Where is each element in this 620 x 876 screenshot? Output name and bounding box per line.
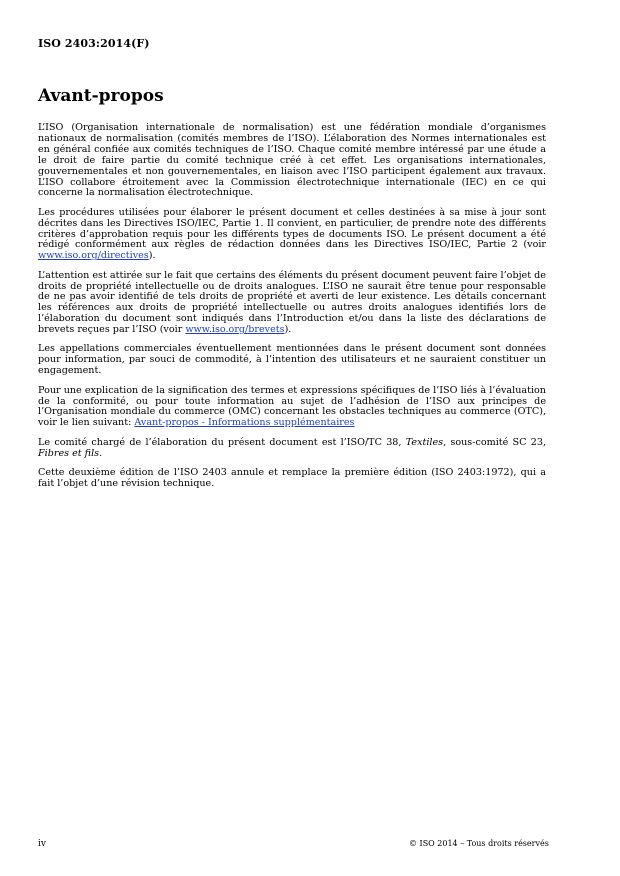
document-id-header: ISO 2403:2014(F) [38, 37, 150, 50]
page-title: Avant-propos [38, 86, 164, 106]
patents-link[interactable]: www.iso.org/brevets [185, 324, 285, 336]
paragraph-end: ). [148, 250, 156, 262]
paragraph-trade-names: Les appellations commerciales éventuellement mentionnées dans le présent document sont données pour information, par souci de commodité, à l’intention des utilisateurs et ne sauraient constituer un engagement. [38, 343, 546, 377]
paragraph-conformity [38, 386, 546, 430]
paragraph-end: . [99, 447, 103, 459]
foreword-body [38, 123, 546, 498]
committee-name: Textiles [405, 436, 444, 448]
copyright-notice: © ISO 2014 – Tous droits réservés [409, 839, 549, 848]
paragraph-iso-intro: L’ISO (Organisation internationale de normalisation) est une fédération mondiale d’organismes nationaux de normalisation (comités membres de l’ISO). L’élaboration des Normes internationales est en général confiée aux comités techniques de l’ISO. Chaque comité membre intéressé par une étude a le droit de faire partie du comité technique créé à cet effet. Les organisations internationales, gouvernementales et non gouvernementales, en liaison avec l’ISO participent également aux travaux. L’ISO collabore étroitement avec la Commission électrotechnique internationale (IEC) en ce qui concerne la normalisation électrotechnique. [38, 122, 546, 199]
paragraph-procedures [38, 208, 546, 263]
paragraph-text: , sous-comité SC 23, [443, 436, 546, 448]
paragraph-text: Les procédures utilisées pour élaborer le présent document et celles destinées à sa mise à jour sont décrites dans les Directives ISO/IEC, Partie 1. Il convient, en particulier, de prendre note des différents critères d’approbation requis pour les différents types de documents ISO. Le présent document a été rédigé conformément aux règles de rédaction données dans les Directives ISO/IEC, Partie 2 (voir [38, 206, 546, 251]
paragraph-text: Le comité chargé de l’élaboration du présent document est l’ISO/TC 38, [38, 436, 406, 448]
subcommittee-name: Fibres et fils [38, 447, 100, 459]
paragraph-end: ). [284, 324, 292, 336]
paragraph-patents [38, 271, 546, 336]
supplementary-info-link[interactable]: Avant-propos - Informations supplémentaires [134, 417, 355, 429]
paragraph-text: L’attention est attirée sur le fait que certains des éléments du présent document peuvent faire l’objet de droits de propriété intellectuelle ou de droits analogues. L’ISO ne saurait être tenue pour responsable de ne pas avoir identifié de tels droits de propriété et averti de leur existence. Les détails concernant les références aux droits de propriété intellectuelle ou autres droits analogues identifiés lors de l’élaboration du document sont indiqués dans l’Introduction et/ou dans la liste des déclarations de brevets reçues par l’ISO (voir [38, 269, 546, 336]
directives-link[interactable]: www.iso.org/directives [38, 250, 149, 262]
page-number: iv [38, 839, 46, 849]
paragraph-committee [38, 438, 546, 460]
paragraph-text: Pour une explication de la signification des termes et expressions spécifiques de l’ISO liés à l’évaluation de la conformité, ou pour toute information au sujet de l’adhésion de l’ISO aux principes de l’Organisation mondiale du commerce (OMC) concernant les obstacles techniques au commerce (OTC), voir le lien suivant: [38, 384, 546, 429]
paragraph-edition: Cette deuxième édition de l’ISO 2403 annule et remplace la première édition (ISO 2403:1972), qui a fait l’objet d’une révision technique. [38, 466, 546, 489]
